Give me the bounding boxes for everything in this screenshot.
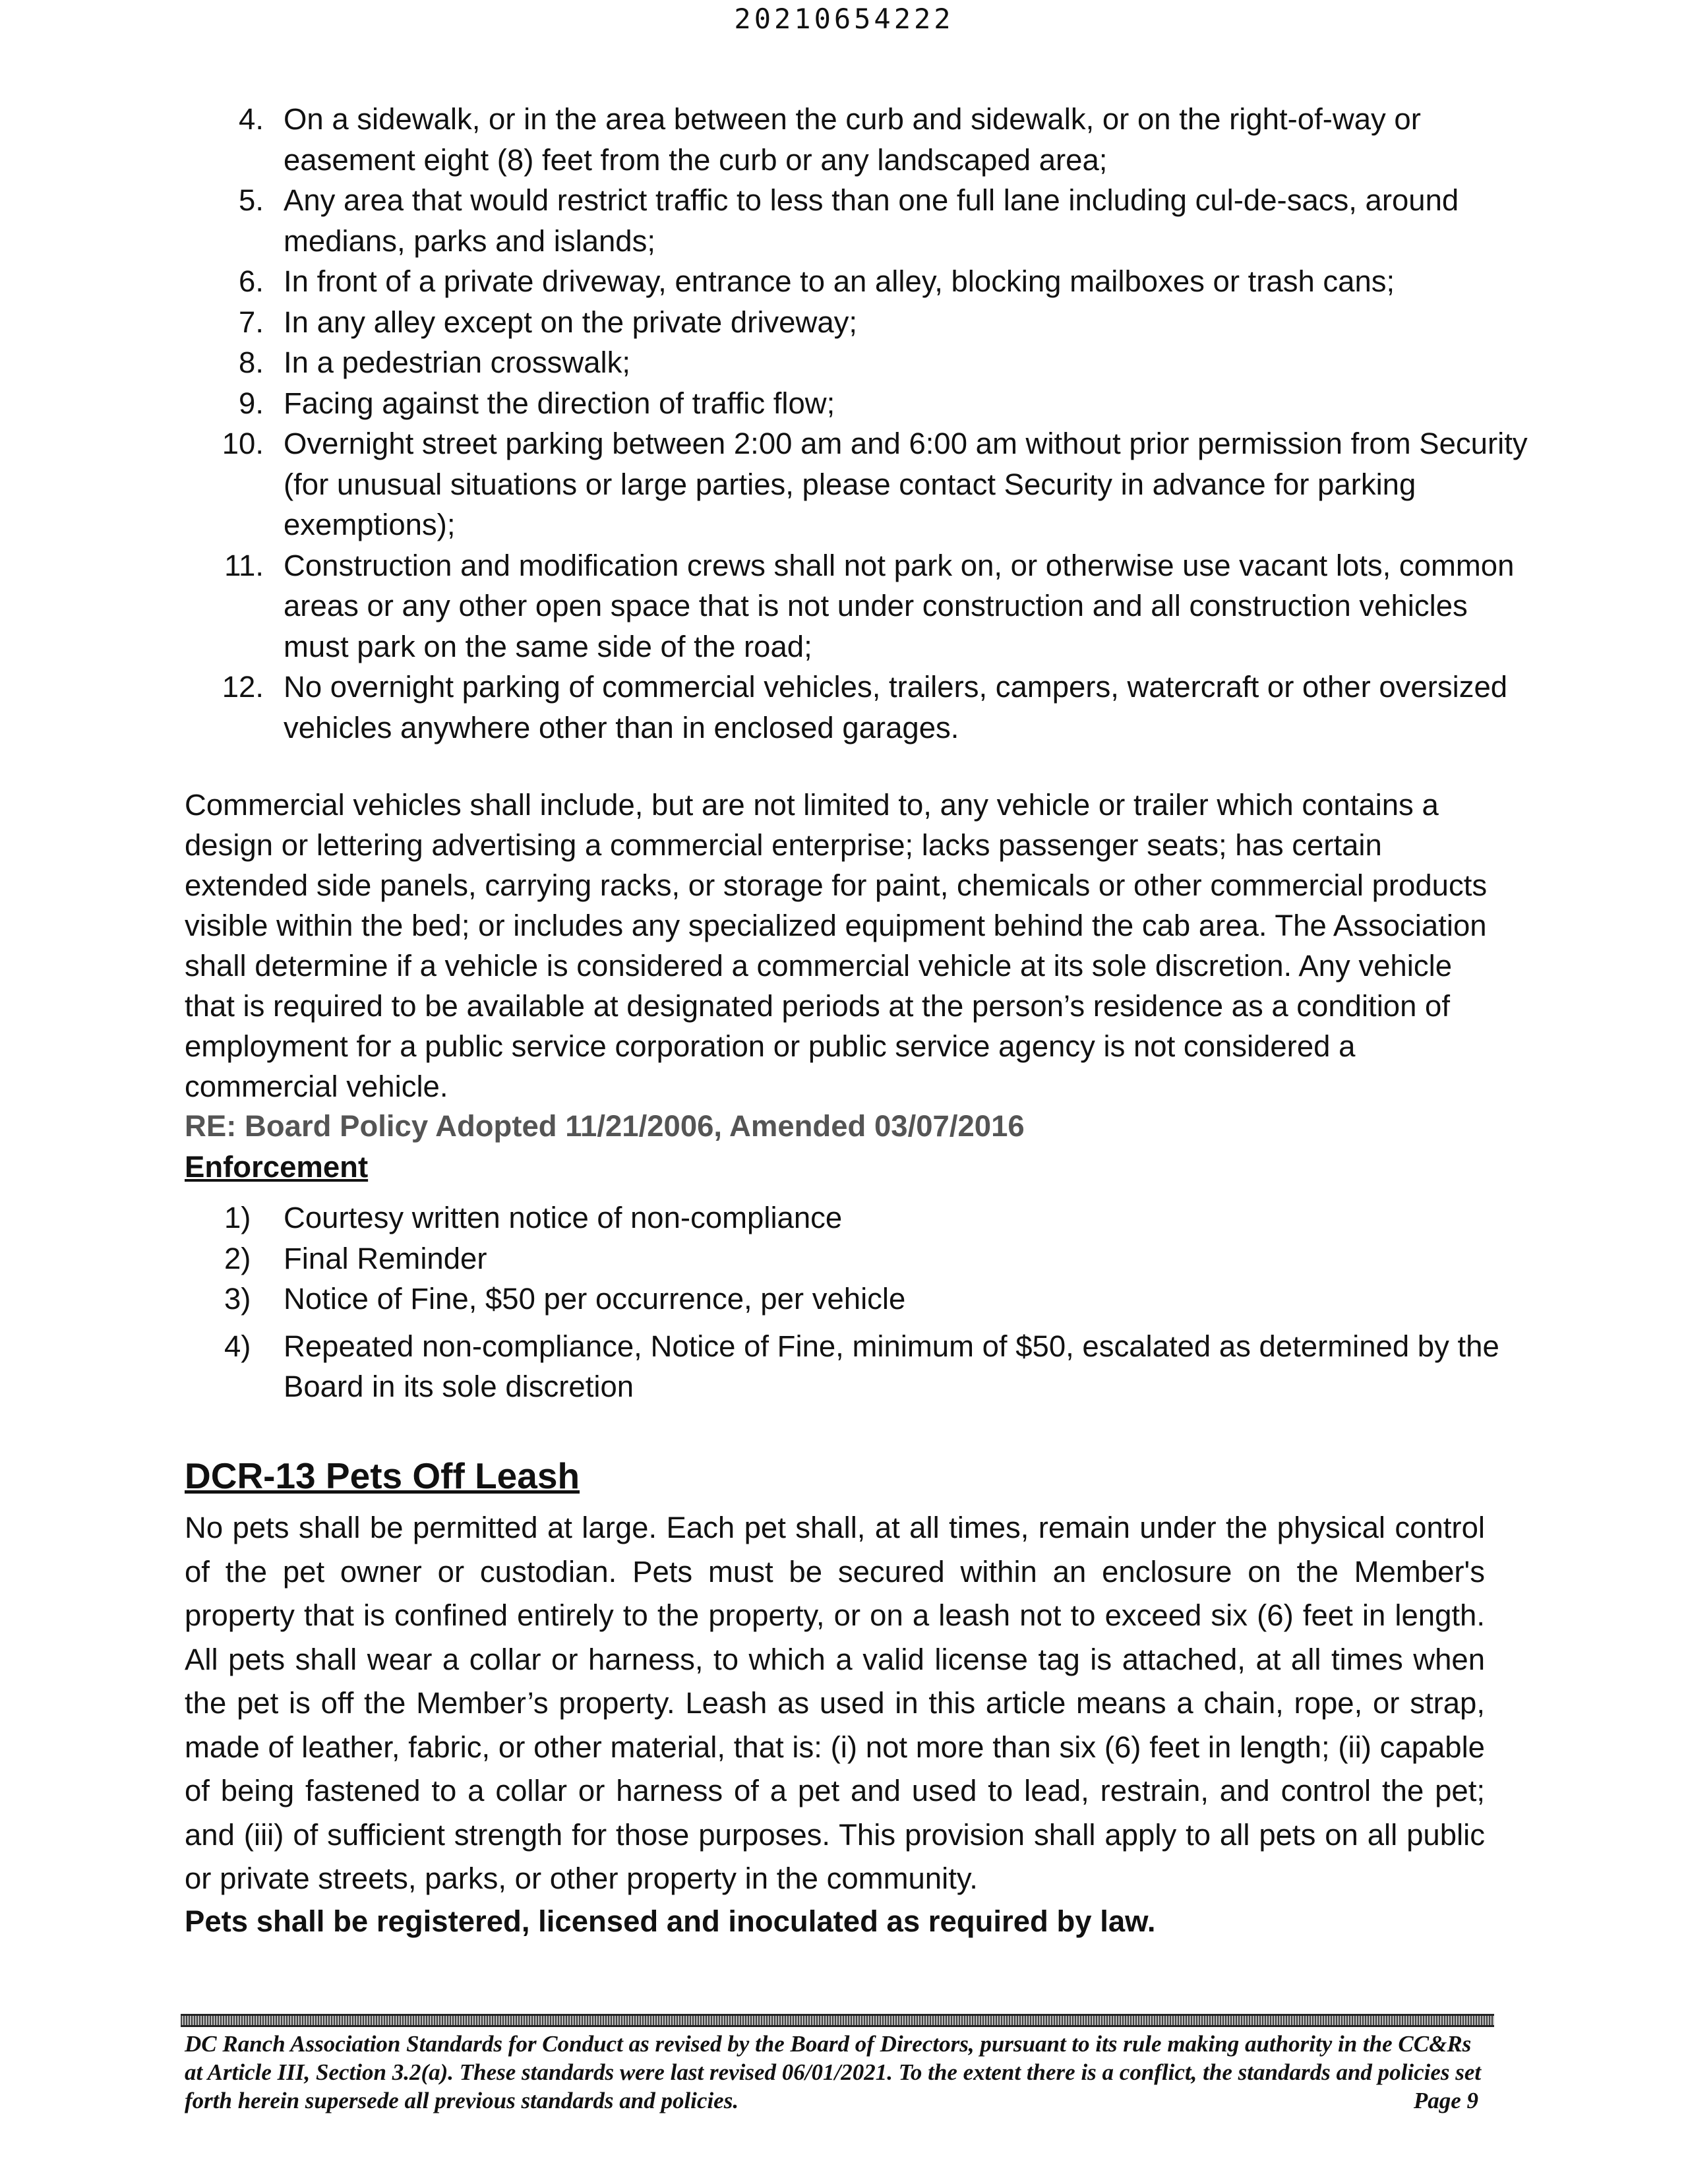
list-item-text: In front of a private driveway, entrance to an alley, blocking mailboxes or trash cans; xyxy=(284,264,1395,298)
list-item xyxy=(185,302,1530,343)
list-item xyxy=(185,180,1530,261)
list-item-text: On a sidewalk, or in the area between the curb and sidewalk, or on the right-of-way or easement eight (8) feet from the curb or any landscaped area; xyxy=(284,102,1421,177)
list-item-number: 5. xyxy=(239,183,264,217)
list-item-text: Final Reminder xyxy=(284,1241,487,1275)
list-item-number: 4) xyxy=(224,1329,251,1363)
list-item-number: 3) xyxy=(224,1282,251,1316)
document-number: 20210654222 xyxy=(734,3,954,35)
list-item xyxy=(185,383,1530,424)
pets-paragraph: No pets shall be permitted at large. Each pet shall, at all times, remain under the physical control of the pet owner or custodian. Pets must be secured within an enclosure on the Member's property that is confined entirely to the property, or on a leash not to exceed six (6) feet in length. All pets shall wear a collar or harness, to which a valid license tag is attached, at all times when the pet is off the Member’s property. Leash as used in this article means a chain, rope, or strap, made of leather, fabric, or other material, that is: (i) not more than six (6) feet in length; (ii) capable of being fastened to a collar or harness of a pet and used to lead, restrain, and control the pet; and (iii) of sufficient strength for those purposes. This provision shall apply to all pets on all public or private streets, parks, or other property in the community. xyxy=(185,1511,1485,1895)
list-item xyxy=(185,1198,1530,1238)
list-item xyxy=(185,99,1530,180)
list-item xyxy=(185,342,1530,383)
enforcement-heading: Enforcement xyxy=(185,1150,369,1184)
list-item-text: Any area that would restrict traffic to less than one full lane including cul-de-sacs, around medians, parks and islands; xyxy=(284,183,1459,258)
list-item-number: 4. xyxy=(239,102,264,136)
list-item xyxy=(185,261,1530,302)
list-item-text: Overnight street parking between 2:00 am and 6:00 am without prior permission from Security (for unusual situations or large parties, please contact Security in advance for parking exemptions); xyxy=(284,427,1528,541)
list-item xyxy=(185,545,1530,667)
list-item-text: In a pedestrian crosswalk; xyxy=(284,346,631,379)
commercial-vehicles-paragraph: Commercial vehicles shall include, but are not limited to, any vehicle or trailer which contains a design or lettering advertising a commercial enterprise; lacks passenger seats; has certain extended side panels, carrying racks, or storage for paint, chemicals or other commercial products visible within the bed; or includes any specialized equipment behind the cab area. The Association shall determine if a vehicle is considered a commercial vehicle at its sole discretion. Any vehicle that is required to be available at designated periods at the person’s residence as a condition of employment for a public service corporation or public service agency is not considered a commercial vehicle. xyxy=(185,788,1488,1103)
list-item-number: 2) xyxy=(224,1241,251,1275)
list-item-text: Construction and modification crews shall not park on, or otherwise use vacant lots, common areas or any other open space that is not under construction and all construction vehicles must park on the same side of the road; xyxy=(284,548,1515,663)
list-item-text: Facing against the direction of traffic flow; xyxy=(284,386,835,420)
page-number: Page 9 xyxy=(1413,2088,1478,2113)
list-item-number: 6. xyxy=(239,264,264,298)
policy-reference: RE: Board Policy Adopted 11/21/2006, Amended 03/07/2016 xyxy=(185,1109,1025,1143)
list-item xyxy=(185,667,1530,748)
section-title-pets: DCR-13 Pets Off Leash xyxy=(185,1455,580,1496)
list-item-text: No overnight parking of commercial vehicles, trailers, campers, watercraft or other oversized vehicles anywhere other than in enclosed garages. xyxy=(284,670,1508,744)
footer-divider xyxy=(181,2014,1494,2027)
list-item-number: 1) xyxy=(224,1201,251,1234)
footer xyxy=(185,2030,1485,2115)
list-item-number: 12. xyxy=(222,670,264,704)
list-item xyxy=(185,1279,1530,1320)
enforcement-list xyxy=(185,1198,1530,1407)
list-item-number: 11. xyxy=(224,548,264,582)
list-item-text: Repeated non-compliance, Notice of Fine, minimum of $50, escalated as determined by the Board in its sole discretion xyxy=(284,1329,1499,1403)
list-item-number: 8. xyxy=(239,346,264,379)
parking-restrictions-list xyxy=(185,99,1530,748)
list-item-number: 9. xyxy=(239,386,264,420)
footer-text: DC Ranch Association Standards for Conduct as revised by the Board of Directors, pursuant to its rule making authority in the CC&Rs at Article III, Section 3.2(a). These standards were last revised 06/01/2021. To the extent there is a conflict, the standards and policies set forth herein supersede all previous standards and policies. xyxy=(185,2031,1482,2113)
list-item-text: Courtesy written notice of non-compliance xyxy=(284,1201,843,1234)
pets-registration-statement: Pets shall be registered, licensed and inoculated as required by law. xyxy=(185,1904,1156,1938)
list-item xyxy=(185,1326,1530,1407)
list-item xyxy=(185,423,1530,545)
list-item-text: Notice of Fine, $50 per occurrence, per vehicle xyxy=(284,1282,906,1316)
list-item xyxy=(185,1238,1530,1279)
list-item-number: 10. xyxy=(222,427,264,460)
list-item-text: In any alley except on the private driveway; xyxy=(284,305,858,339)
list-item-number: 7. xyxy=(239,305,264,339)
